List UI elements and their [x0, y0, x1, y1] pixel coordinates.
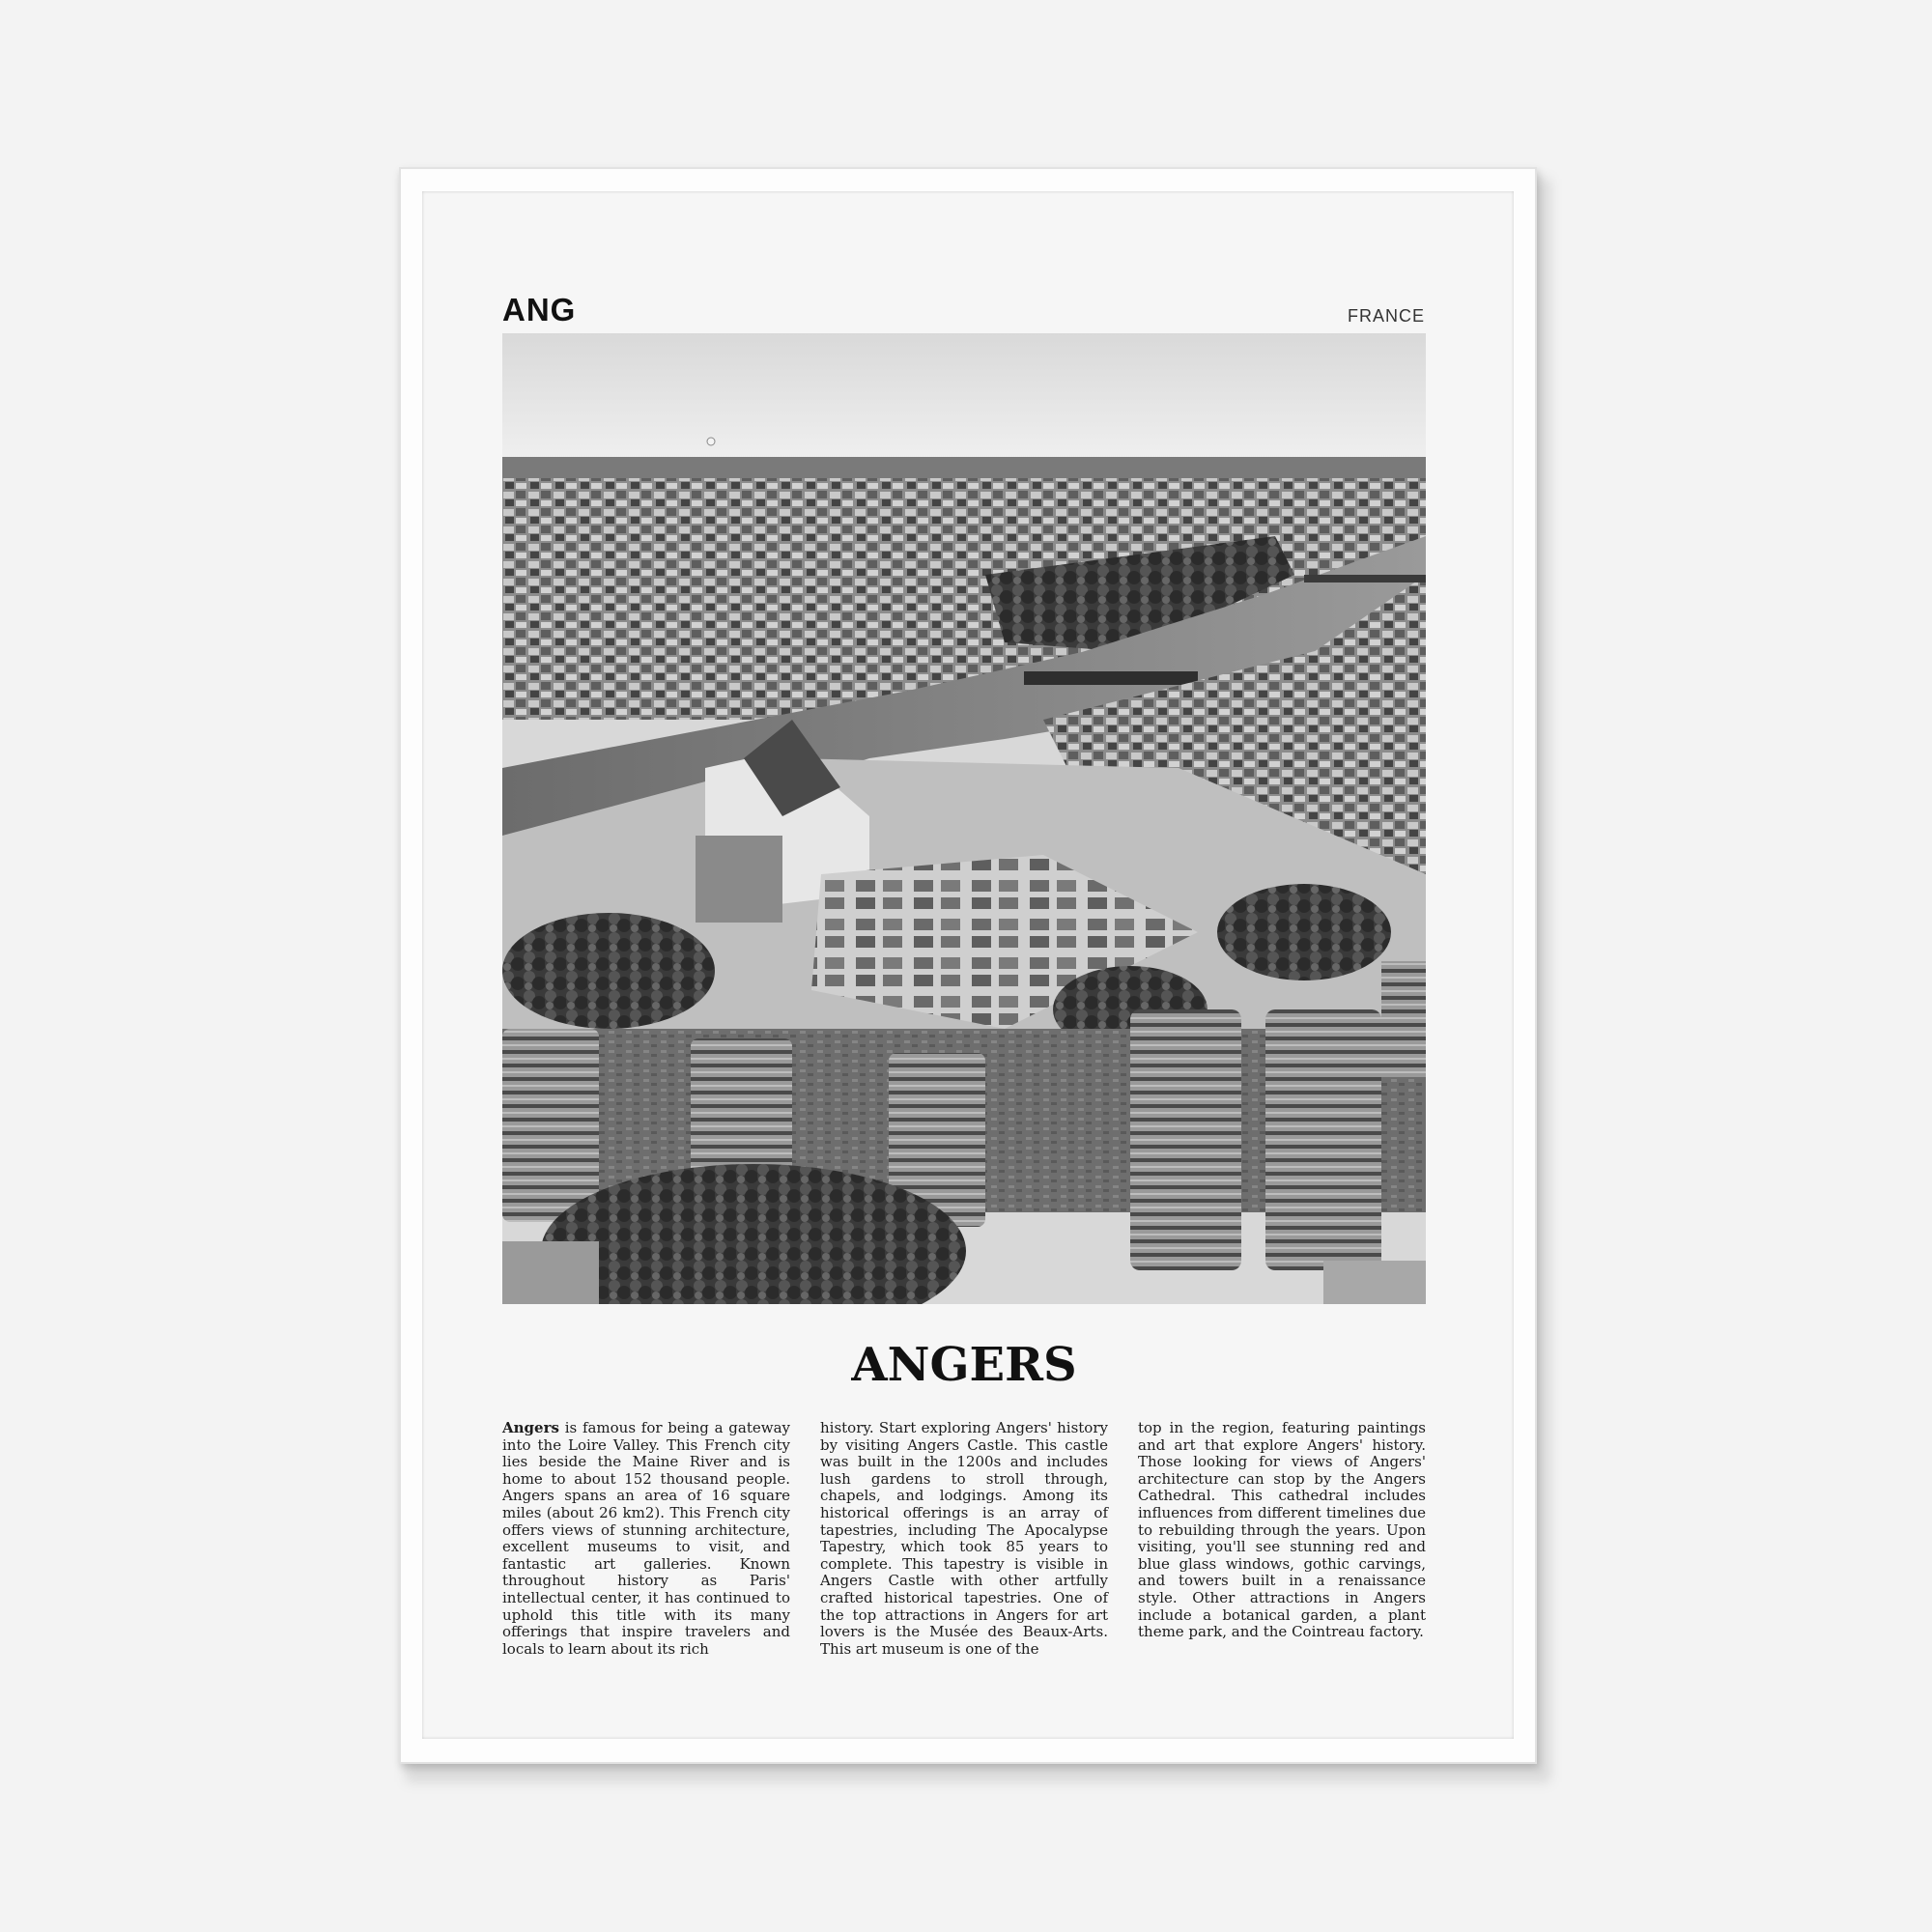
- description-column-2: history. Start exploring Angers' history by visiting Angers Castle. This castle was built in the 1200s and includes lush gardens to stroll through, chapels, and lodgings. Among its historical offerings is an array of tapestries, including The Apocalypse Tapestry, which took 85 years to complete. This tapestry is visible in Angers Castle with other artfully crafted historical tapestries. One of the top attractions in Angers for art lovers is the Musée des Beaux-Arts. This art museum is one of the: [820, 1419, 1108, 1658]
- poster-title: ANGERS: [851, 1338, 1077, 1392]
- city-photo: [502, 333, 1426, 1304]
- description-column-1: [502, 1420, 790, 1658]
- description-columns: [502, 1420, 1426, 1658]
- column-1-text: is famous for being a gateway into the Loire Valley. This French city lies beside the Maine River and is home to about 152 thousand people. Angers spans an area of 16 square miles (about 26 km2). This French city offers views of stunning architecture, excellent museums to visit, and fantastic art galleries. Known throughout history as Paris' intellectual center, it has continued to uphold this title with its many offerings that inspire travelers and locals to learn about its rich: [502, 1419, 790, 1658]
- city-code: ANG: [502, 292, 577, 327]
- country-label: FRANCE: [1347, 306, 1425, 326]
- aerial-castle-illustration: [502, 333, 1426, 1304]
- description-column-3: top in the region, featuring paintings and art that explore Angers' history. Those looking for views of Angers' architecture can stop by the Angers Cathedral. This cathedral includes influences from different timelines due to rebuilding through the years. Upon visiting, you'll see stunning red and blue glass windows, gothic carvings, and towers built in a renaissance style. Other attractions in Angers include a botanical garden, a plant theme park, and the Cointreau factory.: [1138, 1419, 1426, 1641]
- lead-word: Angers: [502, 1419, 559, 1436]
